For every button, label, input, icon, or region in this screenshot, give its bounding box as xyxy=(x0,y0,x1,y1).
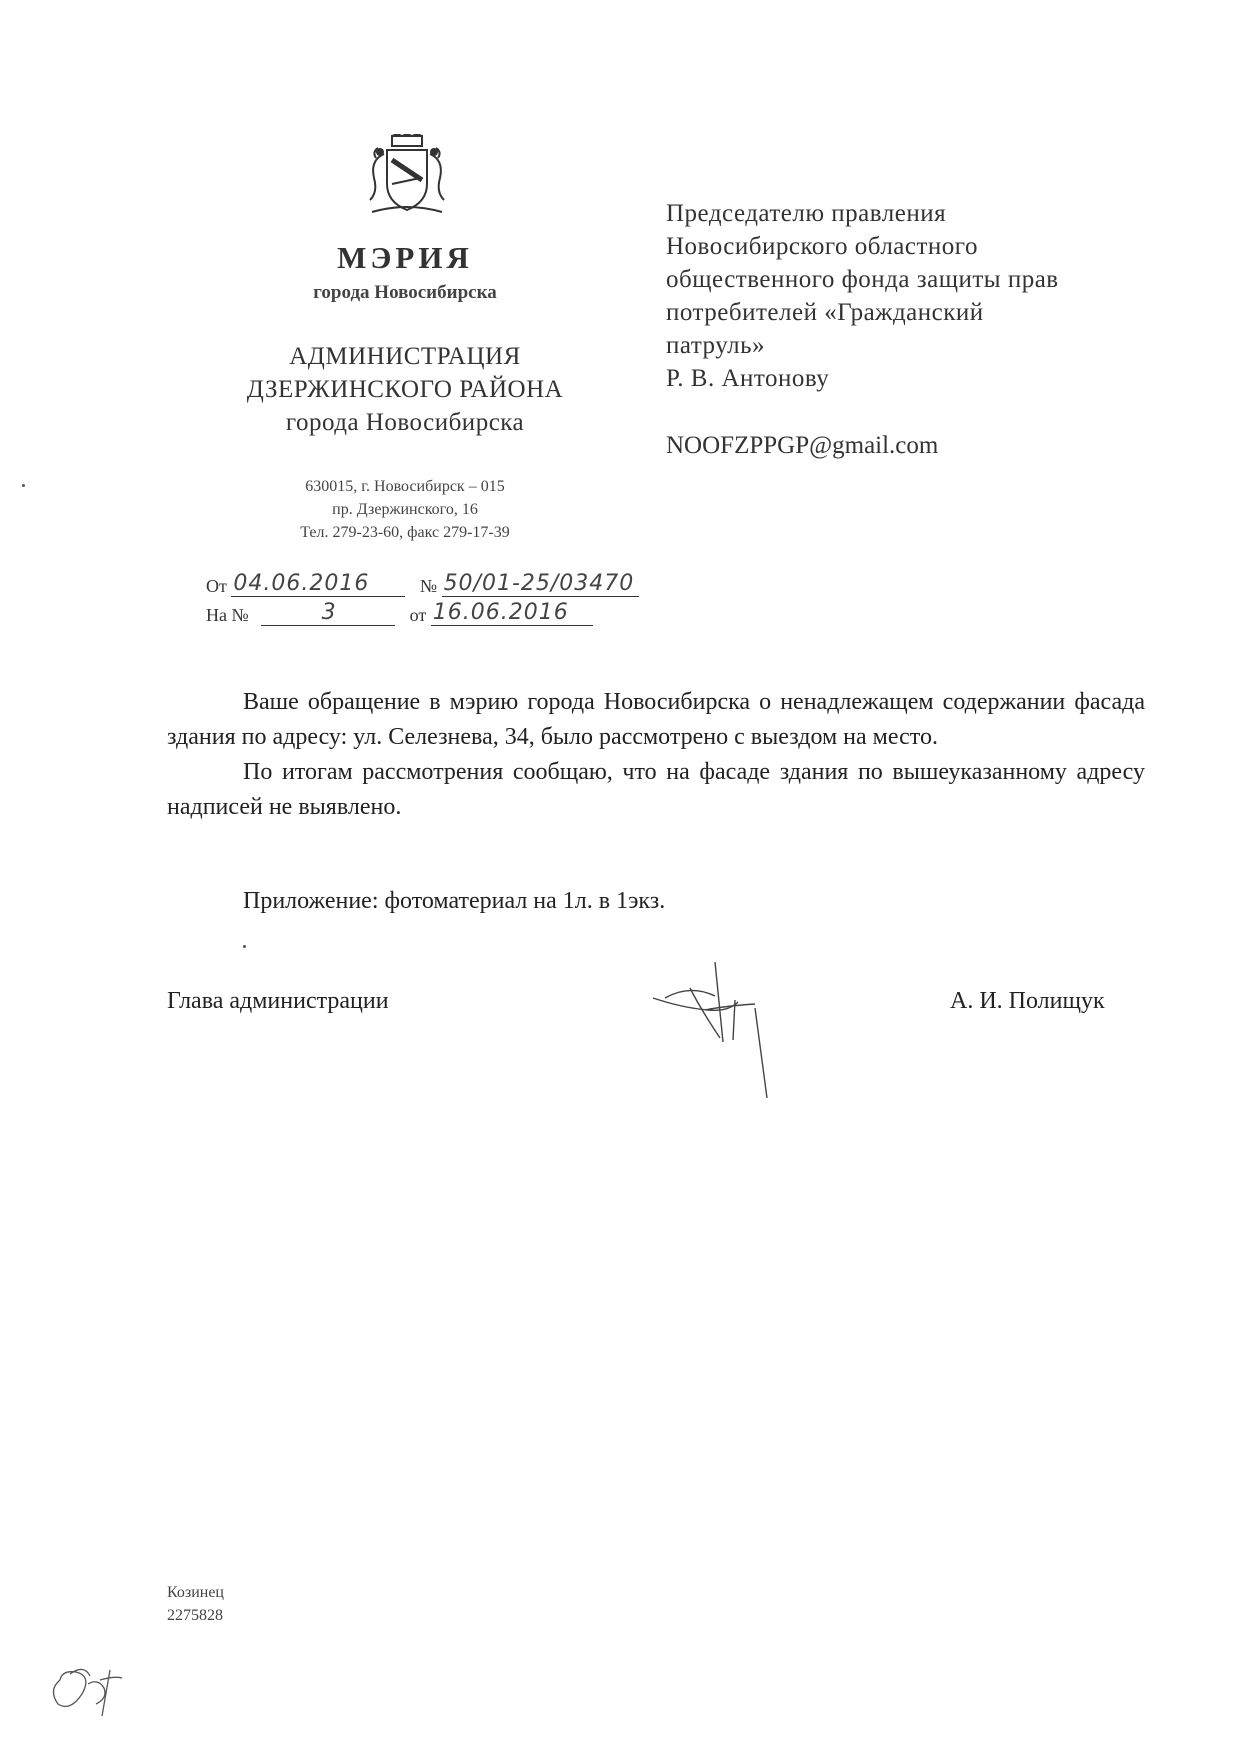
executor-phone: 2275828 xyxy=(167,1607,223,1624)
recipient-line: Председателю правления xyxy=(666,200,947,227)
signatory-name: А. И. Полищук xyxy=(950,988,1105,1014)
attachment-note: Приложение: фотоматериал на 1л. в 1экз. xyxy=(243,888,666,914)
from-date: 04.06.2016 xyxy=(231,572,405,597)
recipient-line: потребителей «Гражданский xyxy=(666,299,984,326)
reply-number: 3 xyxy=(261,601,395,626)
outgoing-number: 50/01-25/03470 xyxy=(442,572,639,597)
reply-label: На № xyxy=(206,605,249,625)
org-subtitle: города Новосибирска xyxy=(313,282,497,303)
phone-line: Тел. 279-23-60, факс 279-17-39 xyxy=(300,524,510,541)
signature-icon xyxy=(645,958,805,1098)
department-line: ДЗЕРЖИНСКОГО РАЙОНА xyxy=(246,376,564,403)
stray-dot xyxy=(243,945,246,948)
reply-date-label: от xyxy=(409,605,427,625)
coat-of-arms-icon xyxy=(362,134,452,224)
recipient-block xyxy=(666,197,1136,395)
body-paragraph: Ваше обращение в мэрию города Новосибирска о ненадлежащем содержании фасада здания по адресу: ул. Селезнева, 34, было рассмотрено с выездом на место. xyxy=(167,689,1145,750)
stray-dot xyxy=(22,484,25,487)
executor-block xyxy=(167,1581,224,1627)
address-line: 630015, г. Новосибирск – 015 xyxy=(305,478,505,495)
recipient-line: общественного фонда защиты прав xyxy=(666,266,1059,293)
executor-surname: Козинец xyxy=(167,1584,224,1601)
department-block xyxy=(180,340,630,439)
reply-date: 16.06.2016 xyxy=(431,601,593,626)
recipient-line: Новосибирского областного xyxy=(666,233,978,260)
recipient-name: Р. В. Антонову xyxy=(666,365,830,392)
recipient-email: NOOFZPPGP@gmail.com xyxy=(666,432,939,459)
from-label: От xyxy=(206,576,227,596)
address-line: пр. Дзержинского, 16 xyxy=(332,501,478,518)
org-title: МЭРИЯ xyxy=(337,240,473,275)
incoming-ref-line xyxy=(206,601,593,625)
recipient-line: патруль» xyxy=(666,332,766,359)
number-label: № xyxy=(419,576,438,596)
department-line: АДМИНИСТРАЦИЯ xyxy=(289,343,521,370)
letter-body xyxy=(167,685,1145,825)
outgoing-ref-line xyxy=(206,572,639,596)
body-paragraph: По итогам рассмотрения сообщаю, что на фасаде здания по вышеуказанному адресу надписей не выявлено. xyxy=(167,759,1145,820)
signatory-position: Глава администрации xyxy=(167,988,389,1014)
department-line: города Новосибирска xyxy=(285,409,525,436)
contact-block xyxy=(180,475,630,544)
handwritten-initials-icon xyxy=(40,1650,130,1720)
